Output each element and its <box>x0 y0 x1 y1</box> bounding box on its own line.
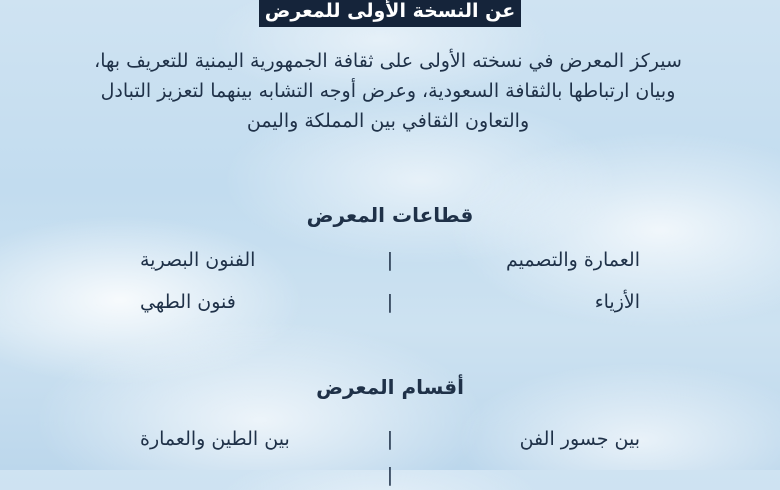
sector-item: الفنون البصرية <box>140 249 256 271</box>
separator: | <box>386 464 394 486</box>
intro-paragraph: سيركز المعرض في نسخته الأولى على ثقافة الجمهورية اليمنية للتعريف بها، وبيان ارتباطها بالثقافة السعودية، وعرض أوجه التشابه بينهما لتعزيز التبادل والتعاون الثقافي بين المملكة واليمن <box>94 50 682 132</box>
page-title: عن النسخة الأولى للمعرض <box>259 0 521 27</box>
sections-row <box>140 460 640 490</box>
sections-heading: أقسام المعرض <box>316 375 464 399</box>
section-item: بين الطين والعمارة <box>140 428 290 450</box>
separator: | <box>386 291 394 313</box>
sections-row <box>140 424 640 454</box>
separator: | <box>386 428 394 450</box>
sectors-row <box>140 245 640 275</box>
section-item: بين جسور الفن <box>519 428 640 450</box>
sectors-row <box>140 287 640 317</box>
separator: | <box>386 249 394 271</box>
sector-item: العمارة والتصميم <box>506 249 640 271</box>
sector-item: الأزياء <box>594 291 640 313</box>
sectors-heading: قطاعات المعرض <box>306 203 474 227</box>
sector-item: فنون الطهي <box>140 291 236 313</box>
